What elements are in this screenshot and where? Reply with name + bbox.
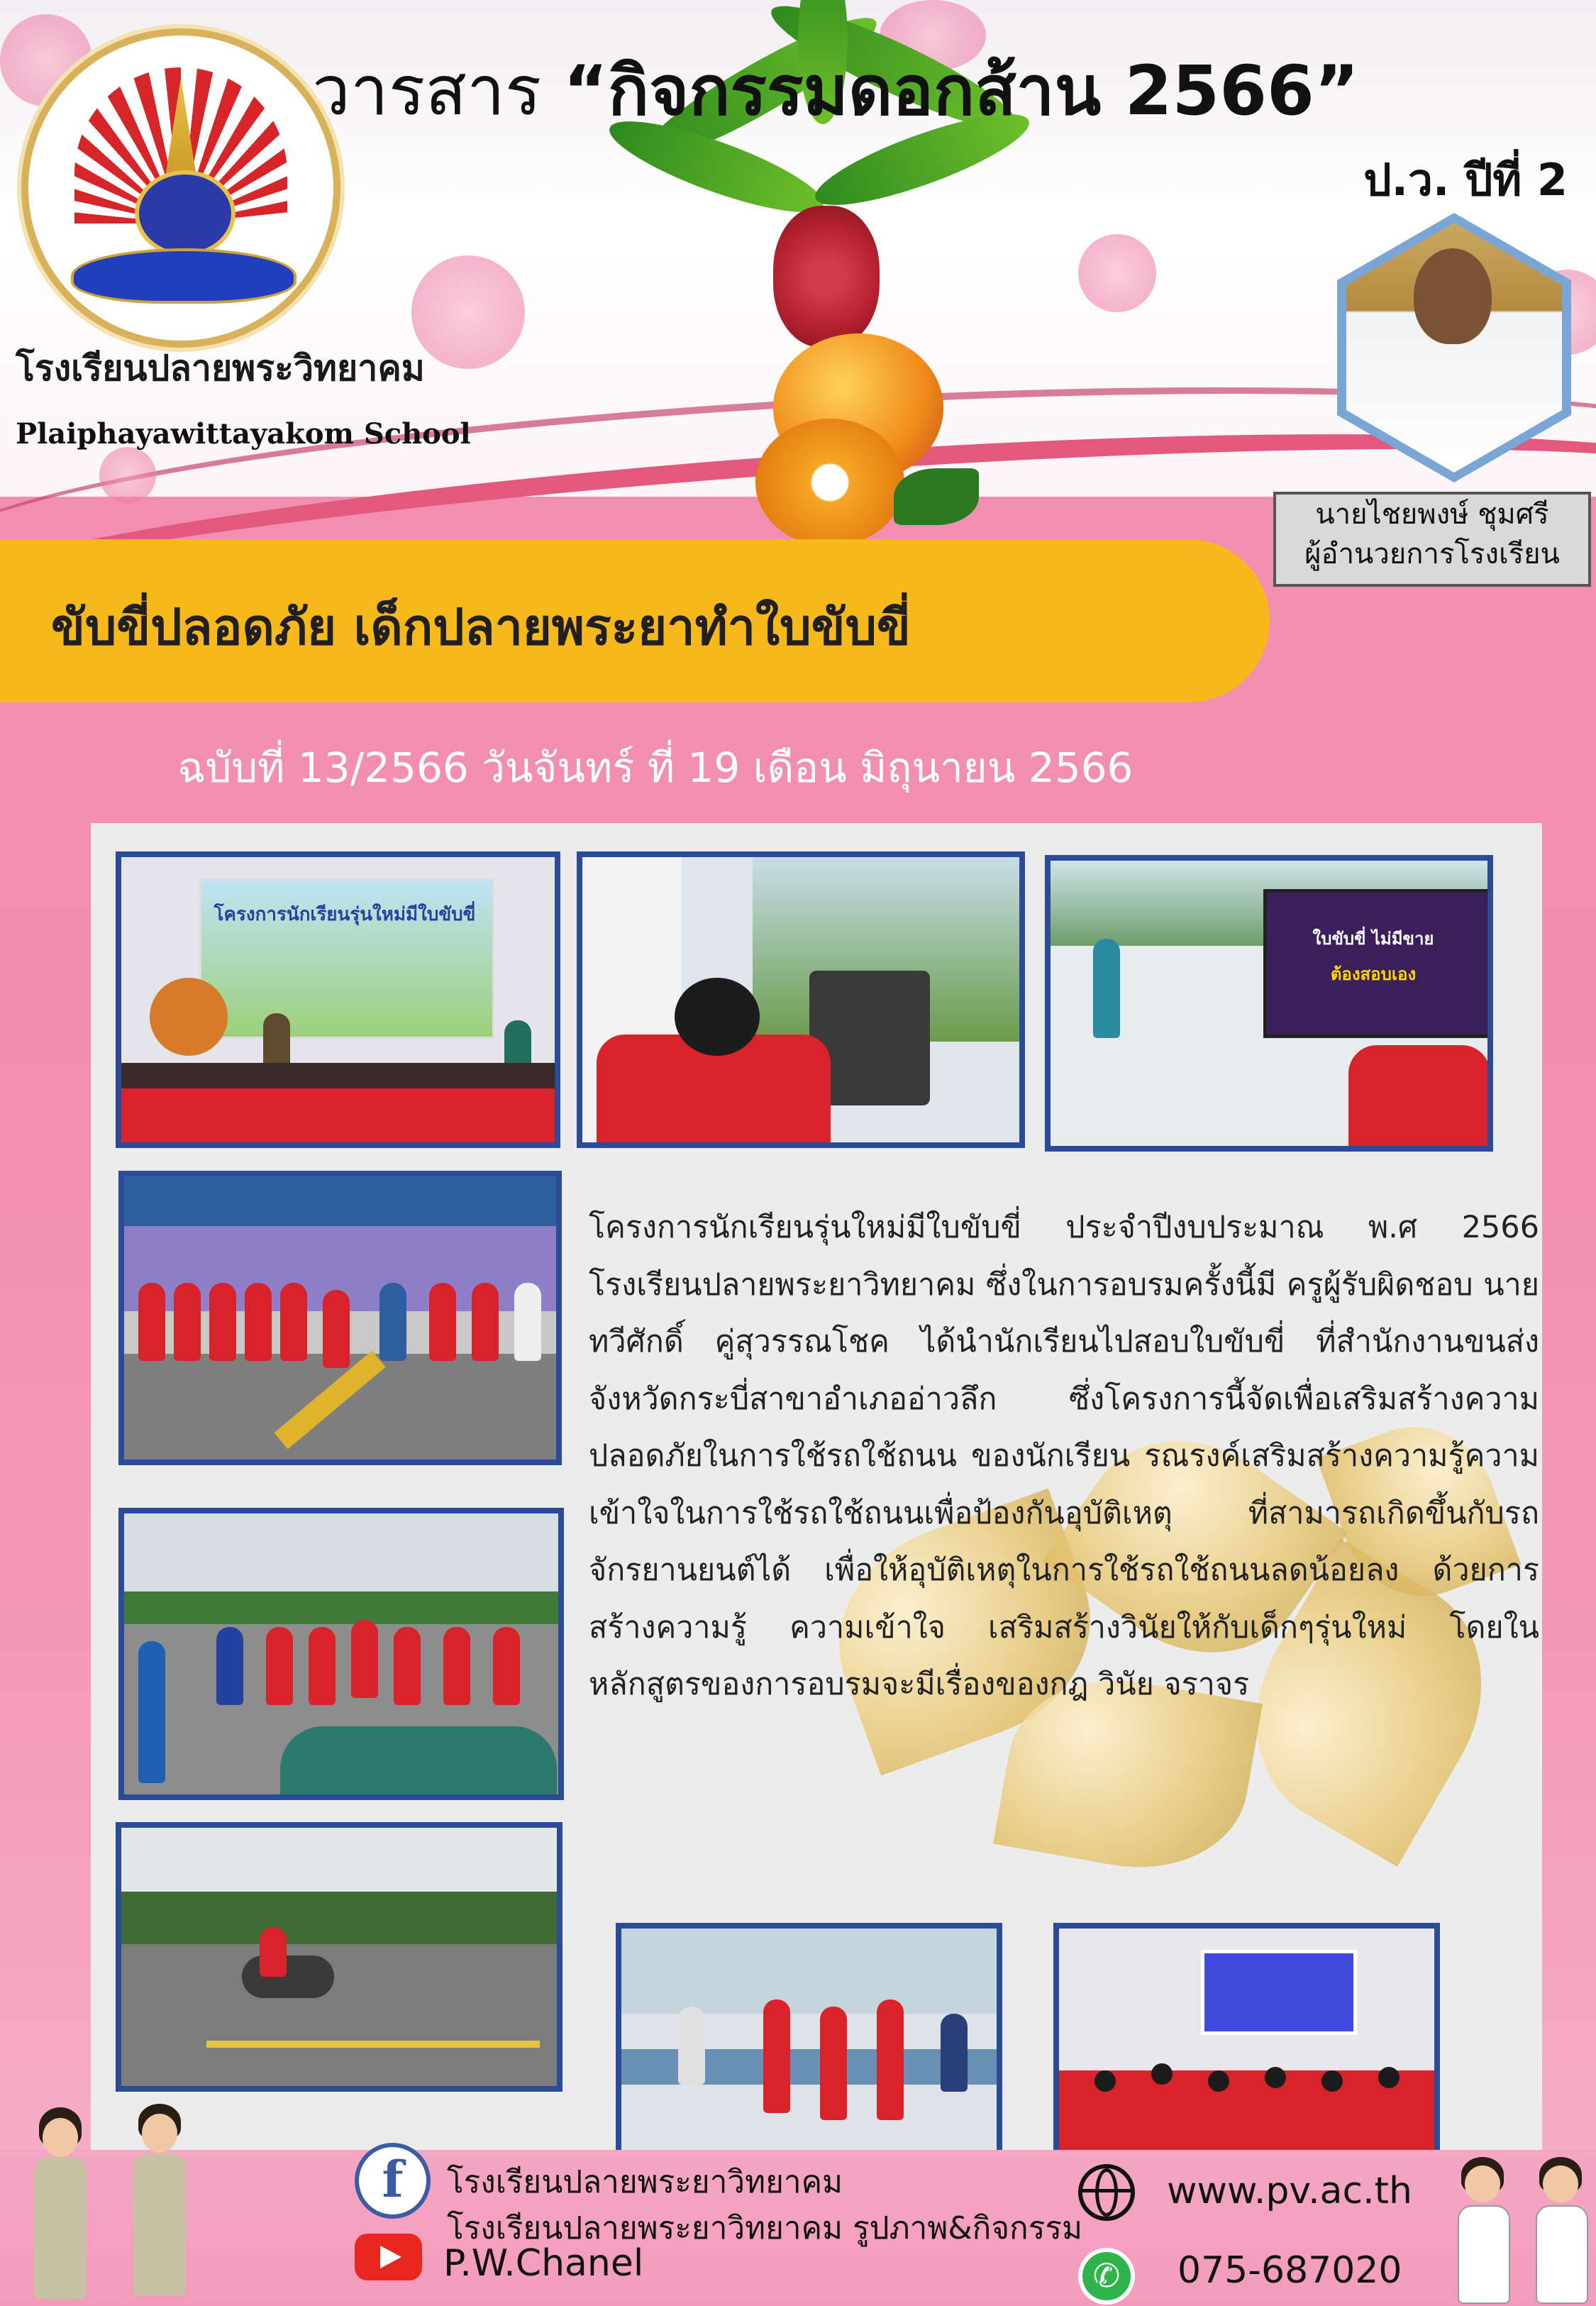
photo-group-field: [118, 1508, 564, 1800]
student-figure-right: [1454, 2157, 1511, 2302]
website-link[interactable]: www.pv.ac.th: [1167, 2170, 1412, 2212]
photo-classroom-lecture: [1053, 1923, 1440, 2161]
photo-training-screen: [1045, 855, 1493, 1152]
director-title: ผู้อำนวยการโรงเรียน: [1304, 538, 1560, 570]
volume-subtitle: ป.ว. ปีที่ 2: [1363, 154, 1568, 206]
director-caption: [1273, 492, 1591, 587]
article-body: โครงการนักเรียนรุ่นใหม่มีใบขับขี่ ประจำปีงบประมาณ พ.ศ 2566 โรงเรียนปลายพระยาวิทยาคม ซึ่งในการอบรมครั้งนี้มี ครูผู้รับผิดชอบ นายทวีศักดิ์ คู่สุวรรณโชค ได้นำนักเรียนไปสอบใบขับขี่ ที่สำนักงานขนส่งจังหวัดกระบี่สาขาอำเภออ่าวลึก ซึ่งโครงการนี้จัดเพื่อเสริมสร้างความปลอดภัยในการใช้รถใช้ถนน ของนักเรียน รณรงค์เสริมสร้างความรู้ความเข้าใจในการใช้รถใช้ถนนเพื่อป้องกันอุบัติเหตุ ที่สามารถเกิดขึ้นกับรถจักรยานยนต์ได้ เพื่อให้อุบัติเหตุในการใช้รถใช้ถนนลดน้อยลง ด้วยการสร้างความรู้ ความเข้าใจ เสริมสร้างวินัยให้กับเด็กๆรุ่นใหม่ โดยในหลักสูตรของการอบรมจะมีเรื่องของกฎ วินัย จราจร: [589, 1210, 1539, 1702]
photo-motorcycle-test-track: [116, 1822, 563, 2092]
youtube-channel[interactable]: P.W.Chanel: [443, 2242, 644, 2285]
school-logo: [21, 28, 340, 348]
lecture-banner-text: โครงการนักเรียนรุ่นใหม่มีใบขับขี่: [214, 904, 476, 925]
photo-vision-test: [577, 851, 1025, 1148]
headline: ขับขี่ปลอดภัย เด็กปลายพระยาทำใบขับขี่: [51, 598, 911, 656]
screen-text-2: ต้องสอบเอง: [1330, 964, 1417, 984]
school-name-english: Plaiphayawittayakom School: [16, 417, 471, 451]
photo-group-motorcycle: [118, 1171, 562, 1465]
phone-number[interactable]: 075-687020: [1177, 2249, 1402, 2292]
school-name-thai: โรงเรียนปลายพระวิทยาคม: [16, 348, 425, 389]
screen-text-1: ใบขับขี่ ไม่มีขาย: [1312, 929, 1434, 949]
title-main: “กิจกรรมดอกส้าน 2566”: [563, 51, 1359, 131]
issue-line: ฉบับที่ 13/2566 วันจันทร์ ที่ 19 เดือน มิถุนายน 2566: [177, 744, 1134, 792]
photo-lecture-room: [116, 851, 560, 1148]
whatsapp-icon[interactable]: ✆: [1078, 2248, 1135, 2305]
student-figure-right: [1532, 2157, 1589, 2302]
virus-decoration: [99, 447, 156, 504]
newsletter-title: [312, 37, 1359, 145]
teacher-figure-left: [28, 2107, 92, 2299]
virus-decoration: [1078, 234, 1156, 312]
director-photo-head: [1414, 248, 1492, 344]
photo-registration-desk: [616, 1923, 1002, 2161]
globe-icon[interactable]: [1078, 2164, 1135, 2221]
virus-decoration: [411, 255, 525, 369]
title-prefix: วารสาร: [312, 51, 563, 131]
teacher-figure-left: [128, 2104, 192, 2299]
facebook-page-1[interactable]: โรงเรียนปลายพระยาวิทยาคม: [447, 2164, 843, 2200]
facebook-page-2[interactable]: โรงเรียนปลายพระยาวิทยาคม รูปภาพ&กิจกรรม: [447, 2210, 1082, 2246]
youtube-icon[interactable]: [355, 2234, 422, 2280]
director-name: นายไชยพงษ์ ชุมศรี: [1315, 498, 1549, 531]
facebook-icon[interactable]: f: [355, 2143, 431, 2219]
